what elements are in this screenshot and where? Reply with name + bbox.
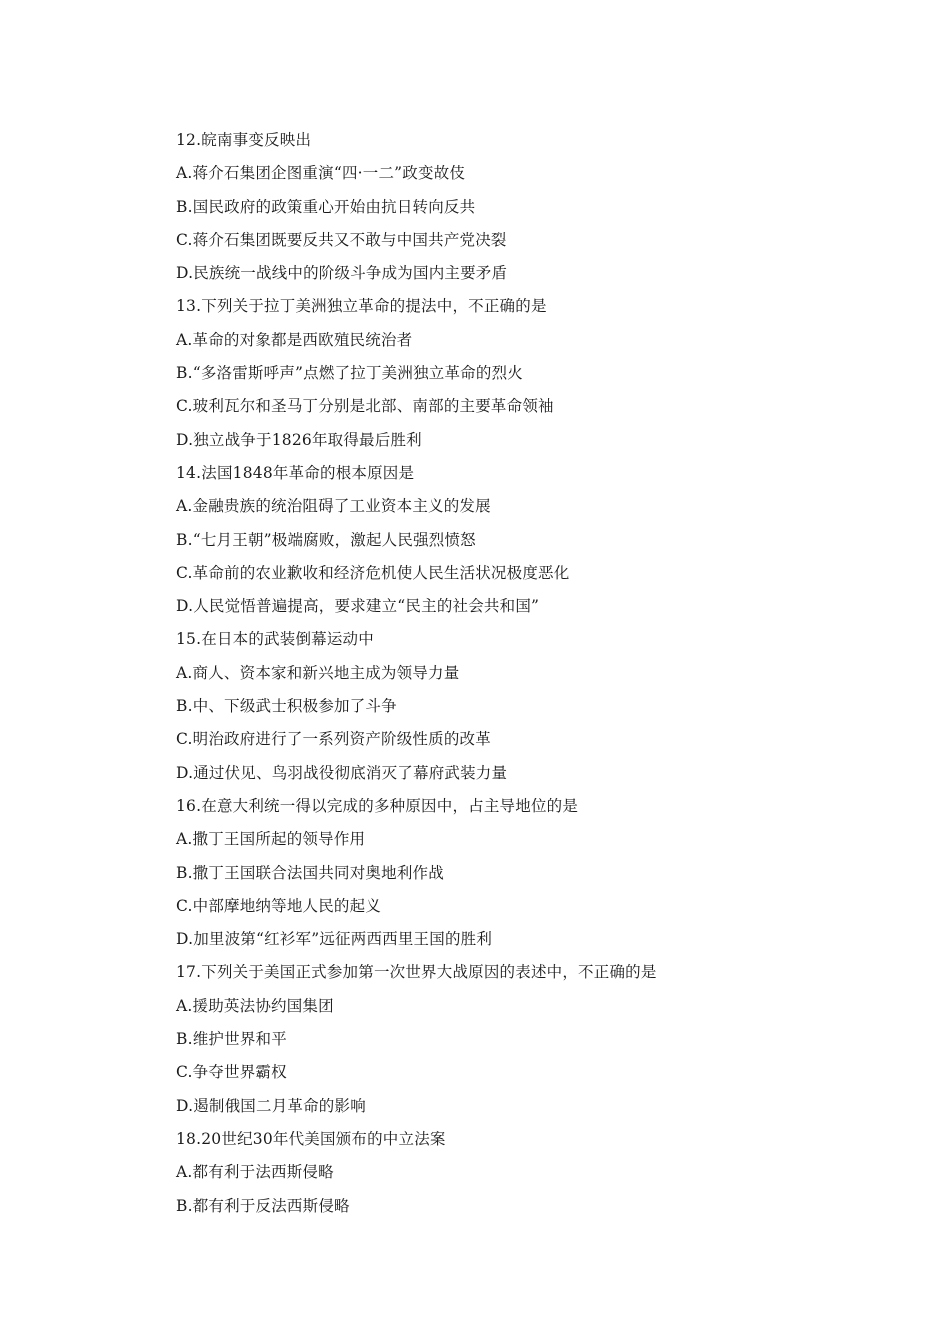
option-c: C.革命前的农业歉收和经济危机使人民生活状况极度恶化 [176, 563, 570, 582]
option-c: C.明治政府进行了一系列资产阶级性质的改革 [176, 730, 491, 749]
option-a: A.金融贵族的统治阻碍了工业资本主义的发展 [176, 497, 491, 516]
question-stem: 15.在日本的武装倒幕运动中 [176, 630, 374, 649]
option-c: C.争夺世界霸权 [176, 1063, 287, 1082]
question-stem: 14.法国1848年革命的根本原因是 [176, 463, 415, 482]
option-a: A.撒丁王国所起的领导作用 [176, 830, 366, 849]
option-a: A.商人、资本家和新兴地主成为领导力量 [176, 663, 460, 682]
option-a: A.革命的对象都是西欧殖民统治者 [176, 330, 413, 349]
question-stem: 12.皖南事变反映出 [176, 131, 312, 149]
question-stem: 16.在意大利统一得以完成的多种原因中，占主导地位的是 [176, 796, 579, 815]
option-b: B.撒丁王国联合法国共同对奥地利作战 [176, 863, 444, 882]
option-b: B.国民政府的政策重心开始由抗日转向反共 [176, 197, 476, 216]
option-b: B.“多洛雷斯呼声”点燃了拉丁美洲独立革命的烈火 [176, 364, 523, 383]
exam-page [176, 124, 876, 1223]
option-d: D.人民觉悟普遍提高，要求建立“民主的社会共和国” [176, 597, 540, 616]
option-d: D.民族统一战线中的阶级斗争成为国内主要矛盾 [176, 264, 508, 283]
option-b: B.都有利于反法西斯侵略 [176, 1196, 350, 1215]
option-b: B.“七月王朝”极端腐败，激起人民强烈愤怒 [176, 530, 476, 549]
option-c: C.中部摩地纳等地人民的起义 [176, 896, 382, 915]
option-c: C.玻利瓦尔和圣马丁分别是北部、南部的主要革命领袖 [176, 397, 554, 416]
question-stem: 13.下列关于拉丁美洲独立革命的提法中，不正确的是 [176, 297, 547, 316]
option-d: D.通过伏见、鸟羽战役彻底消灭了幕府武装力量 [176, 763, 508, 782]
option-a: A.蒋介石集团企图重演“四·一二”政变故伎 [176, 164, 466, 183]
option-c: C.蒋介石集团既要反共又不敢与中国共产党决裂 [176, 230, 507, 249]
option-d: D.加里波第“红衫军”远征两西西里王国的胜利 [176, 930, 493, 949]
option-a: A.都有利于法西斯侵略 [176, 1163, 334, 1182]
question-stem: 18.20世纪30年代美国颁布的中立法案 [176, 1129, 446, 1148]
option-d: D.独立战争于1826年取得最后胜利 [176, 430, 422, 449]
option-d: D.遏制俄国二月革命的影响 [176, 1096, 366, 1115]
option-b: B.中、下级武士积极参加了斗争 [176, 697, 397, 716]
option-b: B.维护世界和平 [176, 1030, 287, 1049]
question-stem: 17.下列关于美国正式参加第一次世界大战原因的表述中，不正确的是 [176, 963, 657, 982]
option-a: A.援助英法协约国集团 [176, 996, 334, 1015]
